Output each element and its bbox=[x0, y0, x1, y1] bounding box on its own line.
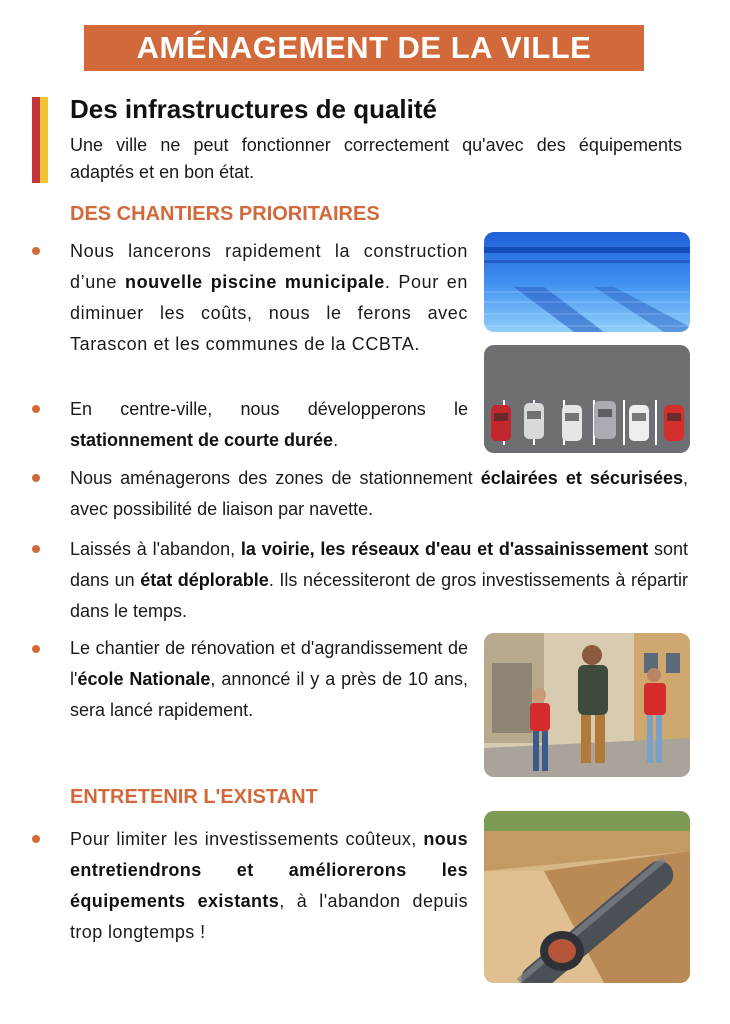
bullet-text: , à l'abandon depuis trop longtemps ! bbox=[70, 891, 468, 942]
pipe-trench-photo bbox=[484, 811, 690, 983]
bullet-text: . bbox=[333, 430, 339, 450]
bullet-highlight: éclairées et sécurisées bbox=[480, 468, 683, 488]
parking-photo bbox=[484, 345, 690, 453]
bullet-text: Nous lancerons rapidement la construction d’une bbox=[70, 241, 468, 292]
bullet-dot bbox=[32, 835, 40, 843]
pool-photo bbox=[484, 232, 690, 332]
bullet-text: sont dans un bbox=[70, 539, 688, 590]
bullet-school bbox=[70, 633, 468, 726]
bullet-maintenance bbox=[70, 824, 468, 948]
bullet-text: . Pour en diminuer les coûts, nous le ferons avec Tarascon et les communes de la CCBTA. bbox=[70, 272, 468, 354]
section-title-priorities: DES CHANTIERS PRIORITAIRES bbox=[70, 203, 380, 225]
bullet-highlight: stationnement de courte durée bbox=[70, 430, 334, 450]
bullet-dot bbox=[32, 545, 40, 553]
bullet-text: Nous aménagerons des zones de stationnement bbox=[70, 468, 481, 488]
bullet-text: , avec possibilité de liaison par navette. bbox=[70, 468, 689, 519]
bullet-text: Pour limiter les investissements coûteux, bbox=[70, 829, 424, 849]
bullet-dot bbox=[32, 474, 40, 482]
bullet-dot bbox=[32, 247, 40, 255]
bullet-dot bbox=[32, 645, 40, 653]
bullet-highlight: école Nationale bbox=[77, 669, 211, 689]
bullet-pool bbox=[70, 236, 468, 360]
bullet-text: . Ils nécessiteront de gros investissements à répartir dans le temps. bbox=[70, 570, 688, 621]
bullet-text: En centre-ville, nous développerons le bbox=[70, 399, 468, 419]
bullet-text: , annoncé il y a près de 10 ans, sera lancé rapidement. bbox=[70, 669, 469, 720]
accent-bar-yellow bbox=[40, 97, 48, 183]
bullet-highlight: nouvelle piscine municipale bbox=[124, 272, 385, 292]
page-title: Des infrastructures de qualité bbox=[70, 94, 437, 124]
bullet-text: Laissés à l'abandon, bbox=[70, 539, 241, 559]
bullet-highlight: nous entretiendrons et améliorerons les équipements existants bbox=[70, 829, 468, 911]
section-title-maintain: ENTRETENIR L'EXISTANT bbox=[70, 786, 318, 808]
bullet-roads bbox=[70, 534, 688, 627]
bullet-highlight: la voirie, les réseaux d'eau et d'assainissement bbox=[240, 539, 649, 559]
bullet-text: Le chantier de rénovation et d'agrandissement de l' bbox=[70, 638, 468, 689]
bullet-parking bbox=[70, 394, 468, 456]
bullet-lit-parking bbox=[70, 463, 688, 525]
school-children-photo bbox=[484, 633, 690, 777]
bullet-highlight: état déplorable bbox=[140, 570, 269, 590]
bullet-dot bbox=[32, 405, 40, 413]
page-banner: AMÉNAGEMENT DE LA VILLE bbox=[84, 25, 644, 71]
accent-bar-red bbox=[32, 97, 40, 183]
intro-text: Une ville ne peut fonctionner correctement qu'avec des équipements adaptés et en bon état. bbox=[70, 135, 682, 182]
